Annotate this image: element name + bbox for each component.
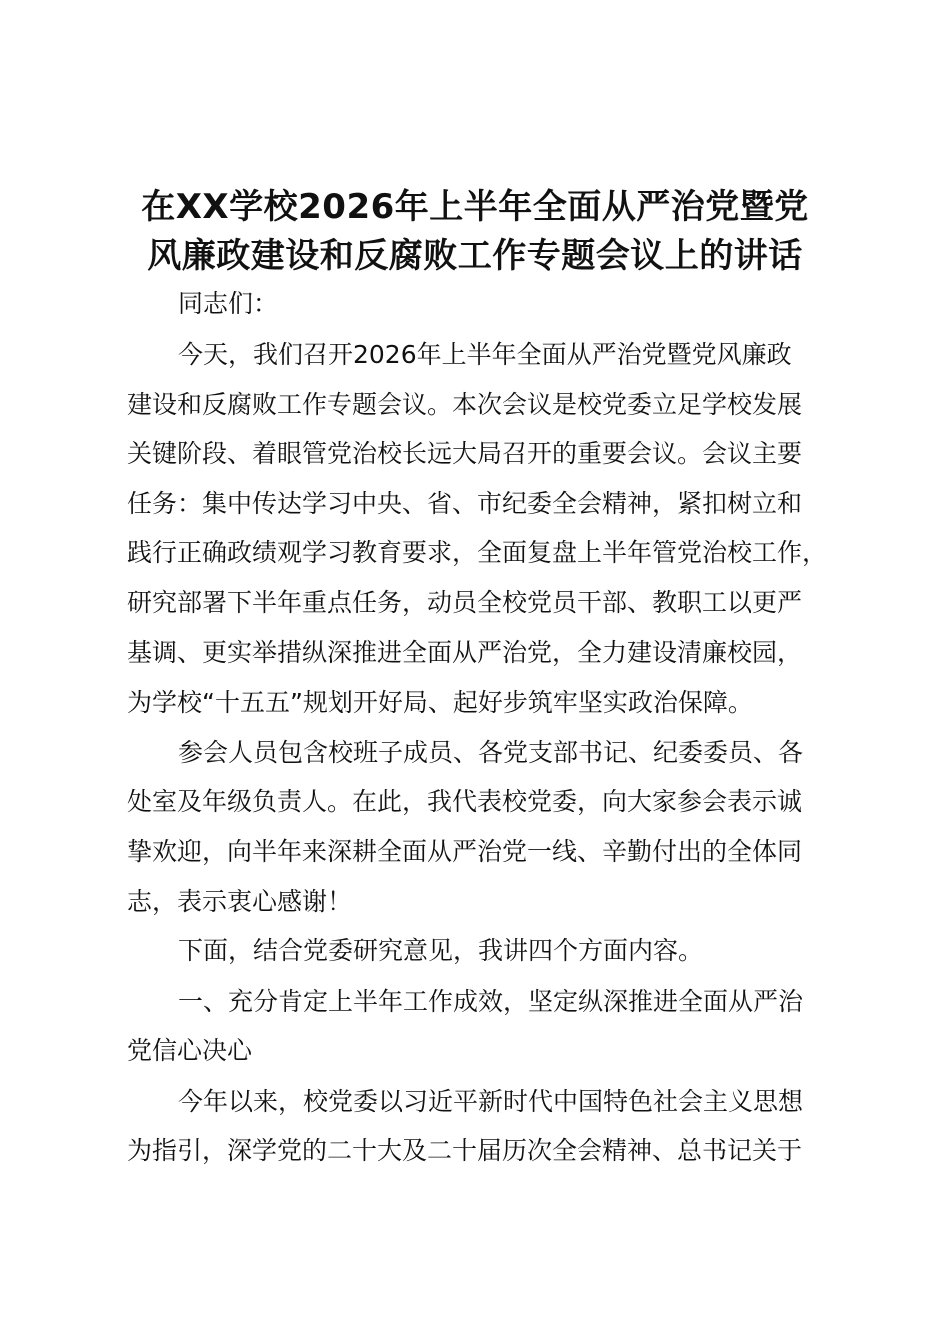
paragraph-line: 关键阶段、着眼管党治校长远大局召开的重要会议。会议主要 <box>127 439 803 468</box>
paragraph-line: 基调、更实举措纵深推进全面从严治党，全力建设清廉校园， <box>127 638 803 667</box>
paragraph-line: 今年以来，校党委以习近平新时代中国特色社会主义思想 <box>178 1087 804 1116</box>
salutation: 同志们： <box>178 289 279 318</box>
paragraph-line: 为指引，深学党的二十大及二十届历次全会精神、总书记关于 <box>127 1136 803 1165</box>
paragraph-line: 建设和反腐败工作专题会议。本次会议是校党委立足学校发展 <box>127 390 803 419</box>
section-heading-line: 一、充分肯定上半年工作成效，坚定纵深推进全面从严治 <box>178 987 804 1016</box>
paragraph-line: 践行正确政绩观学习教育要求，全面复盘上半年管党治校工作， <box>127 538 828 567</box>
paragraph-line: 为学校“十五五”规划开好局、起好步筑牢坚实政治保障。 <box>127 688 753 717</box>
paragraph-line: 下面，结合党委研究意见，我讲四个方面内容。 <box>178 936 704 965</box>
paragraph-line: 研究部署下半年重点任务，动员全校党员干部、教职工以更严 <box>127 588 803 617</box>
document-title-line-1: 在XX学校2026年上半年全面从严治党暨党 <box>141 187 809 227</box>
paragraph-line: 挚欢迎，向半年来深耕全面从严治党一线、辛勤付出的全体同 <box>127 837 803 866</box>
paragraph-line: 志，表示衷心感谢！ <box>127 887 353 916</box>
section-heading-line: 党信心决心 <box>127 1036 253 1065</box>
document-title-line-2: 风廉政建设和反腐败工作专题会议上的讲话 <box>147 236 803 276</box>
paragraph-line: 参会人员包含校班子成员、各党支部书记、纪委委员、各 <box>178 738 804 767</box>
paragraph-line: 今天，我们召开2026年上半年全面从严治党暨党风廉政 <box>178 340 792 369</box>
paragraph-line: 处室及年级负责人。在此，我代表校党委，向大家参会表示诚 <box>127 787 803 816</box>
paragraph-line: 任务：集中传达学习中央、省、市纪委全会精神，紧扣树立和 <box>127 489 803 518</box>
